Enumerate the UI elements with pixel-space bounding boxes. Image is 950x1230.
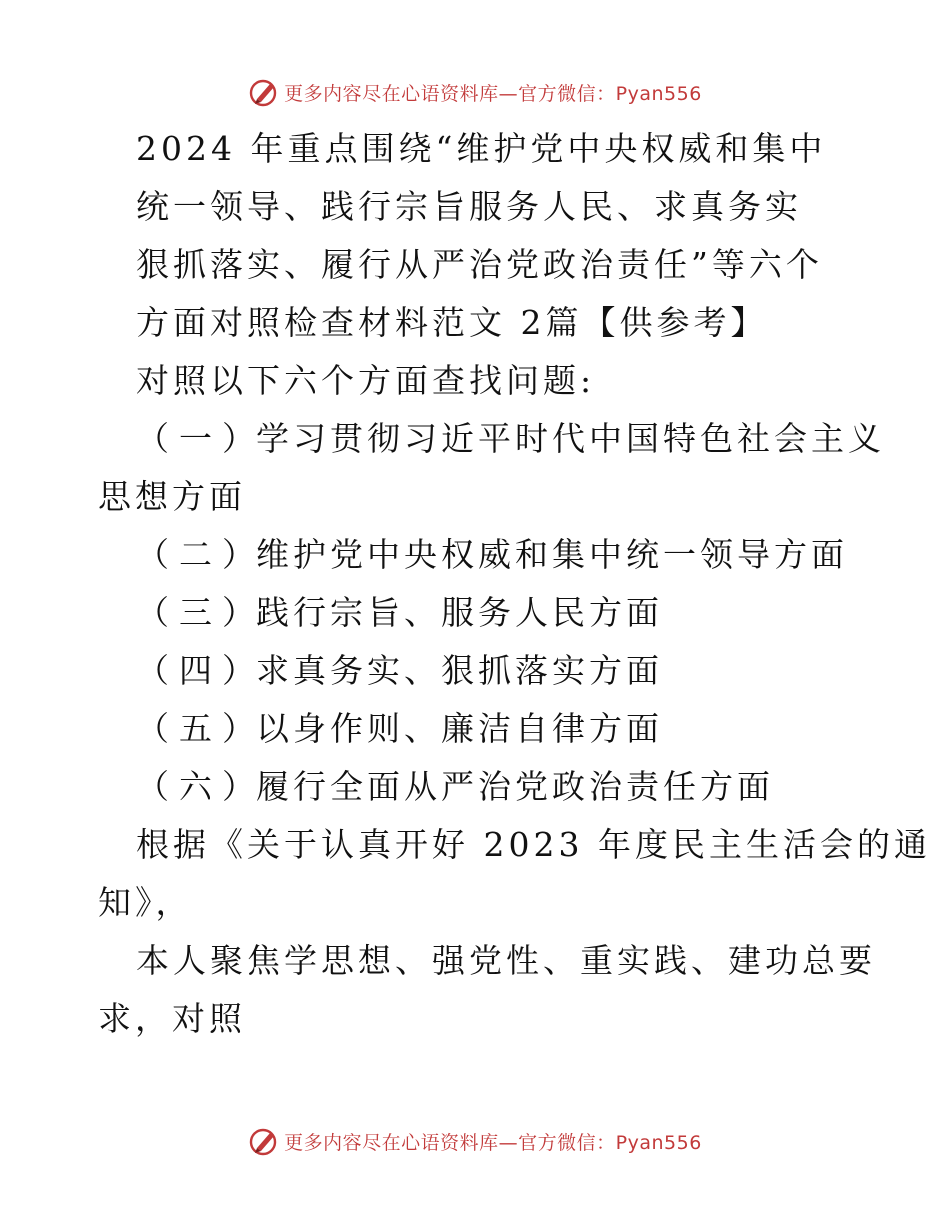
- item-text: 求真务实、狠抓落实方面: [256, 651, 663, 690]
- title-line-1: 2024 年重点围绕“维护党中央权威和集中: [136, 129, 827, 168]
- title-line-4: 方面对照检查材料范文 2篇【供参考】: [136, 303, 768, 342]
- paragraph-1-line-2: 知》，: [98, 883, 193, 922]
- watermark-text: 更多内容尽在心语资料库—官方微信：Pyan556: [284, 82, 702, 105]
- item-number: （五）: [136, 709, 265, 748]
- item-text: 履行全面从严治党政治责任方面: [256, 767, 774, 806]
- title-line-3: 狠抓落实、履行从严治党政治责任”等六个: [136, 245, 823, 284]
- list-item-1: [98, 410, 885, 468]
- item-number: （六）: [136, 767, 265, 806]
- item-text: 践行宗旨、服务人民方面: [256, 593, 663, 632]
- paragraph-2-line-2: 求，对照: [98, 999, 246, 1038]
- watermark-text: 更多内容尽在心语资料库—官方微信：Pyan556: [284, 1131, 702, 1154]
- footer-watermark: [0, 1121, 950, 1161]
- list-item-5: [98, 700, 858, 758]
- list-item-6: [98, 758, 858, 816]
- header-watermark: [0, 72, 950, 112]
- item-number: （二）: [136, 535, 265, 574]
- paragraph-1-line-1: 根据《关于认真开好 2023 年度民主生活会的通: [136, 825, 931, 864]
- item-number: （三）: [136, 593, 265, 632]
- title-line-2: 统一领导、践行宗旨服务人民、求真务实: [136, 187, 802, 226]
- list-item-4: [98, 642, 858, 700]
- item-text: 学习贯彻习近平时代中国特色社会主义: [256, 419, 885, 458]
- item-text: 以身作则、廉洁自律方面: [256, 709, 663, 748]
- list-item-3: [98, 584, 858, 642]
- document-body: [98, 120, 931, 1048]
- list-item-1-continuation: 思想方面: [98, 477, 246, 516]
- paragraph-2-line-1: 本人聚焦学思想、强党性、重实践、建功总要: [136, 941, 876, 980]
- item-number: （四）: [136, 651, 265, 690]
- pen-logo-icon: [248, 1125, 280, 1157]
- intro-line: 对照以下六个方面查找问题:: [136, 361, 596, 400]
- pen-logo-icon: [248, 76, 280, 108]
- list-item-2: [98, 526, 858, 584]
- item-text: 维护党中央权威和集中统一领导方面: [256, 535, 848, 574]
- item-number: （一）: [136, 419, 265, 458]
